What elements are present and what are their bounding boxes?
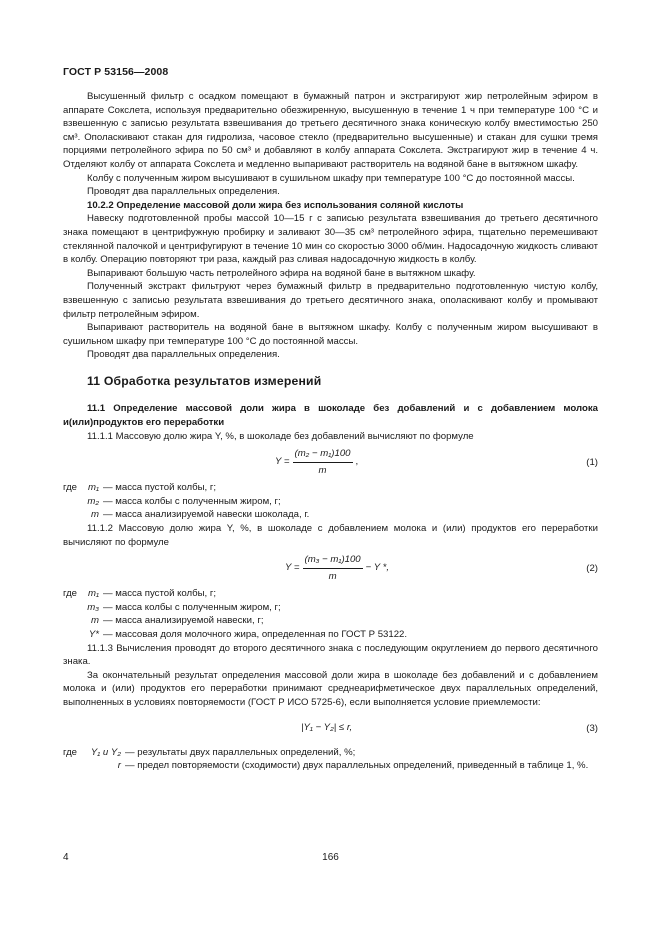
subsection-heading: 11.1 Определение массовой доли жира в шоколаде без добавлений и с добавлением молока и(или)продуктов его переработки bbox=[63, 403, 598, 429]
legend-description: — масса анализируемой навески шоколада, г. bbox=[103, 509, 310, 521]
equation-number: (3) bbox=[586, 722, 598, 734]
document-header: ГОСТ Р 53156—2008 bbox=[63, 66, 169, 78]
legend-variable: m₁ bbox=[87, 588, 99, 600]
equation-number: (2) bbox=[586, 563, 598, 575]
paragraph: 11.1.3 Вычисления проводят до второго десятичного знака с последующим округлением до первого десятичного знака. bbox=[63, 642, 598, 668]
legend-lead: где bbox=[63, 746, 78, 758]
legend-symbol bbox=[63, 628, 103, 642]
legend-symbol bbox=[63, 587, 103, 601]
paragraph: За окончательный результат определения массовой доли жира в шоколаде без добавлений и с добавлением молока и (или) продуктов его переработки принимают среднеарифметическое двух параллельных определений, выполненных в условиях повторяемости (ГОСТ Р ИСО 5725-6), если выполняется условие приемлемости: bbox=[63, 669, 598, 708]
legend-symbol bbox=[63, 495, 103, 509]
legend-description: — масса колбы с полученным жиром, г; bbox=[103, 495, 281, 507]
legend-variable: m bbox=[91, 615, 99, 627]
formula-denominator: m bbox=[328, 570, 337, 582]
paragraph: Колбу с полученным жиром высушивают в сушильном шкафу при температуре 100 °С до постоянной массы. bbox=[87, 172, 575, 184]
formula-2 bbox=[63, 553, 598, 583]
paragraph: Высушенный фильтр с осадком помещают в бумажный патрон и экстрагируют жир петролейным эфиром в аппарате Сокслета, используя предварительно обезжиренную, высушенную в течение 1 ч при температуре 100 °С и взвешенную с записью результата взвешивания до третьего десятичного знака коническую колбу вместимостью 250 см³. Ополаскивают стакан для гидролиза, часовое стекло (предварительно высушенные) и стакан для сушки тремя порциями петролейного эфира по 50 см³ и добавляют в колбу аппарата Сокслета. Экстрагируют жир в течение 4 ч. Отделяют колбу от аппарата Сокслета и медленно выпаривают растворитель на водяной бане в вытяжном шкафу. bbox=[63, 91, 598, 170]
legend-description: — предел повторяемости (сходимости) двух параллельных определений, приведенный в таблице 1, %. bbox=[125, 760, 589, 772]
formula-numerator: (m₃ − m₁)100 bbox=[303, 553, 363, 569]
formula-fraction bbox=[293, 447, 353, 477]
variable-legend bbox=[63, 481, 598, 522]
legend-variable: m₁ bbox=[87, 482, 99, 494]
legend-symbol bbox=[63, 481, 103, 495]
legend-description: — результаты двух параллельных определений, %; bbox=[125, 746, 356, 758]
formula-numerator: (m₂ − m₁)100 bbox=[293, 447, 353, 463]
legend-symbol bbox=[63, 746, 125, 760]
section-title: 11 Обработка результатов измерений bbox=[87, 373, 322, 388]
formula-denominator: m bbox=[318, 464, 327, 476]
sheet-number: 166 bbox=[322, 852, 339, 863]
legend-symbol bbox=[63, 508, 103, 522]
formula-1 bbox=[63, 447, 598, 477]
legend-symbol bbox=[63, 759, 125, 773]
legend-description: — масса колбы с полученным жиром, г; bbox=[103, 601, 281, 613]
page-number: 4 bbox=[63, 852, 69, 863]
formula-tail: , bbox=[355, 456, 359, 468]
formula-tail: − Y *, bbox=[365, 562, 390, 574]
paragraph: Полученный экстракт фильтруют через бумажный фильтр в предварительно подготовленную чистую колбу, взвешенную с записью результата взвешивания до третьего десятичного знака, ополаскивают колбу и промывают фильтр петролейным эфиром. bbox=[63, 281, 598, 320]
paragraph: Выпаривают большую часть петролейного эфира на водяной бане в вытяжном шкафу. bbox=[87, 267, 476, 279]
legend-description: — масса пустой колбы, г; bbox=[103, 482, 217, 494]
legend-variable: m bbox=[91, 509, 99, 521]
legend-symbol bbox=[63, 614, 103, 628]
formula-lhs: Y = bbox=[285, 562, 300, 574]
legend-description: — масса пустой колбы, г; bbox=[103, 588, 217, 600]
paragraph: Проводят два параллельных определения. bbox=[87, 186, 280, 198]
legend-variable: Y₁ и Y₂ bbox=[90, 746, 121, 758]
legend-description: — массовая доля молочного жира, определенная по ГОСТ Р 53122. bbox=[103, 629, 408, 640]
equation-number: (1) bbox=[586, 457, 598, 469]
legend-lead: где bbox=[63, 588, 78, 600]
paragraph: 11.1.1 Массовую долю жира Y, %, в шоколаде без добавлений вычисляют по формуле bbox=[87, 430, 474, 442]
legend-variable: m₂ bbox=[87, 495, 99, 507]
paragraph: 11.1.2 Массовую долю жира Y, %, в шоколаде с добавлением молока и (или) продуктов его переработки вычисляют по формуле bbox=[63, 523, 598, 548]
formula-fraction bbox=[303, 553, 363, 583]
legend-variable: r bbox=[117, 760, 121, 772]
legend-lead: где bbox=[63, 482, 78, 494]
paragraph: Навеску подготовленной пробы массой 10—15 г с записью результата взвешивания до третьего десятичного знака помещают в центрифужную пробирку и заливают 30—35 см³ петролейного эфира, тщательно перемешивают стеклянной палочкой и центрифугируют в течение 10 мин со скоростью 3000 об/мин. Надосадочную жидкость сливают в колбу. Операцию повторяют три раза, каждый раз сливая надосадочную жидкость в колбу. bbox=[63, 213, 598, 266]
paragraph: Проводят два параллельных определения. bbox=[87, 349, 280, 361]
paragraph: Выпаривают растворитель на водяной бане в вытяжном шкафу. Колбу с полученным жиром высушивают в сушильном шкафу при температуре 100 °С до постоянной массы. bbox=[63, 322, 598, 347]
formula-expression: |Y₁ − Y₂| ≤ r, bbox=[301, 721, 353, 733]
formula-3 bbox=[63, 716, 598, 740]
variable-legend bbox=[63, 746, 598, 773]
formula-lhs: Y = bbox=[275, 456, 290, 468]
legend-variable: m₃ bbox=[87, 601, 99, 613]
variable-legend bbox=[63, 587, 598, 641]
document-body bbox=[63, 90, 598, 773]
legend-variable: Y* bbox=[88, 629, 99, 640]
legend-description: — масса анализируемой навески, г; bbox=[103, 615, 264, 627]
legend-symbol bbox=[63, 601, 103, 615]
subsection-heading: 10.2.2 Определение массовой доли жира без использования соляной кислоты bbox=[87, 199, 464, 211]
